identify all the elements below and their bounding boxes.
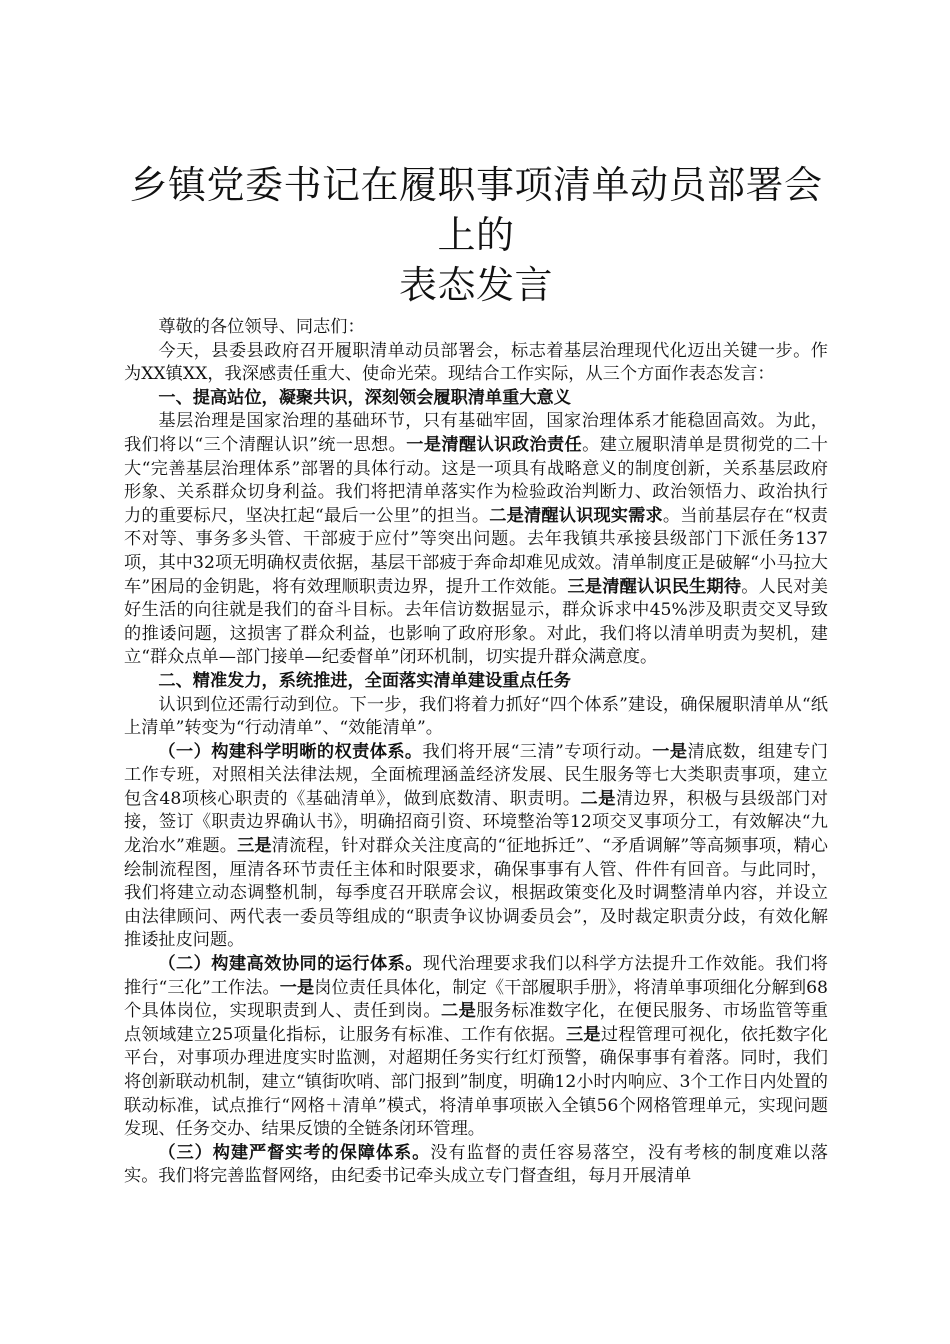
s1-text-2: 。建立履职清单是贯彻党的二十大“完善基层治理体系”部署的具体行动。这是一项具有战略意义的制度创新，关系基层政府形象、关系群众切身利益。我们将把清单落实作为检验政治判断力、政治领悟力、政治执行力的重要标尺，坚决扛起“最后一公里”的担当。: [124, 434, 828, 526]
title-line-2: 表态发言: [398, 263, 553, 307]
s1-bold-3: 三是清醒认识民生期待: [567, 576, 742, 597]
s2a-heading: （一）构建科学明晰的权责体系。: [158, 741, 423, 762]
s2b-bold-2: 二是: [440, 1001, 477, 1022]
title-line-1: 乡镇党委书记在履职事项清单动员部署会上的: [129, 163, 823, 257]
s2a-text-4: 清流程，针对群众关注度高的“征地拆迁”、“矛盾调解”等高频事项，精心绘制流程图，厘清各环节责任主体和时限要求，确保事事有人管、件件有回音。与此同时，我们将建立动态调整机制，每季度召开联席会议，根据政策变化及时调整清单内容，并设立由法律顾问、两代表一委员等组成的“职责争议协调委员会”，及时裁定职责分歧，有效化解推诿扯皮问题。: [124, 836, 828, 951]
s2b-bold-1: 一是: [279, 977, 315, 998]
s1-bold-1: 一是清醒认识政治责任: [406, 434, 583, 455]
s2c-text-1: 没有监督的责任容易落空，没有考核的制度难以落实。我们将完善监督网络，由纪委书记牵头成立专门督查组，每月开展清单: [124, 1142, 828, 1187]
s2a-bold-2: 二是: [580, 788, 616, 809]
s2a-text-3: 清边界，积极与县级部门对接，签订《职责边界确认书》，明确招商引资、环境整治等12项交叉事项分工，有效解决“九龙治水”难题。: [124, 788, 828, 857]
document-page: [124, 160, 828, 1189]
s2b-text-2: 岗位责任具体化，制定《干部履职手册》，将清单事项细化分解到68个具体岗位，实现职责到人、责任到岗。: [124, 977, 828, 1022]
document-title: [124, 160, 828, 310]
s2b-heading: （二）构建高效协同的运行体系。: [158, 954, 423, 975]
section-1-heading: 一、提高站位，凝聚共识，深刻领会履职清单重大意义: [158, 387, 571, 408]
s2a-text-1: 我们将开展“三清”专项行动。: [422, 741, 653, 762]
section-1-paragraph: [124, 410, 828, 670]
s2c-heading: （三）构建严督实考的保障体系。: [158, 1142, 431, 1163]
s1-text-3: 。当前基层存在“权责不对等、事务多头管、干部疲于应付”等突出问题。去年我镇共承接县级部门下派任务137项，其中32项无明确权责依据，基层干部疲于奔命却难见成效。清单制度正是破解“小马拉大车”困局的金钥匙，将有效理顺职责边界，提升工作效能。: [124, 505, 828, 597]
greeting: 尊敬的各位领导、同志们：: [158, 317, 365, 337]
s1-text-4: 。人民对美好生活的向往就是我们的奋斗目标。去年信访数据显示，群众诉求中45%涉及职责交叉导致的推诿问题，这损害了群众利益，也影响了政府形象。对此，我们将以清单明责为契机，建立“群众点单—部门接单—纪委督单”闭环机制，切实提升群众满意度。: [124, 576, 828, 668]
s2a-bold-1: 一是: [652, 741, 688, 762]
section-2-intro: 认识到位还需行动到位。下一步，我们将着力抓好“四个体系”建设，确保履职清单从“纸上清单”转变为“行动清单”、“效能清单”。: [124, 694, 828, 739]
subsection-2-3-paragraph: [124, 1142, 828, 1189]
s2a-bold-3: 三是: [237, 836, 272, 857]
intro-paragraph: 今天，县委县政府召开履职清单动员部署会，标志着基层治理现代化迈出关键一步。作为XX镇XX，我深感责任重大、使命光荣。现结合工作实际，从三个方面作表态发言：: [124, 340, 828, 385]
s2b-text-3: 服务标准数字化，在便民服务、市场监管等重点领域建立25项量化指标，让服务有标准、工作有依据。: [124, 1001, 828, 1045]
s2b-text-4: 过程管理可视化，依托数字化平台，对事项办理进度实时监测，对超期任务实行红灯预警，确保事事有着落。同时，我们将创新联动机制，建立“镇街吹哨、部门报到”制度，明确12小时内响应、3个工作日内处置的联动标准，试点推行“网格＋清单”模式，将清单事项嵌入全镇56个网格管理单元，实现问题发现、任务交办、结果反馈的全链条闭环管理。: [124, 1024, 828, 1140]
s2a-text-2: 清底数，组建专门工作专班，对照相关法律法规，全面梳理涵盖经济发展、民生服务等七大类职责事项，建立包含48项核心职责的《基础清单》，做到底数清、职责明。: [124, 741, 828, 809]
subsection-2-1-paragraph: [124, 741, 828, 953]
s1-bold-2: 二是清醒认识现实需求: [489, 505, 663, 526]
s2b-bold-3: 三是: [565, 1024, 601, 1045]
s1-text-1: 基层治理是国家治理的基础环节，只有基础牢固，国家治理体系才能稳固高效。为此，我们将以“三个清醒认识”统一思想。: [124, 411, 828, 455]
section-2-heading: 二、精准发力，系统推进，全面落实清单建设重点任务: [158, 670, 571, 691]
subsection-2-2-paragraph: [124, 953, 828, 1142]
s2b-text-1: 现代治理要求我们以科学方法提升工作效能。我们将推行“三化”工作法。: [124, 954, 828, 998]
